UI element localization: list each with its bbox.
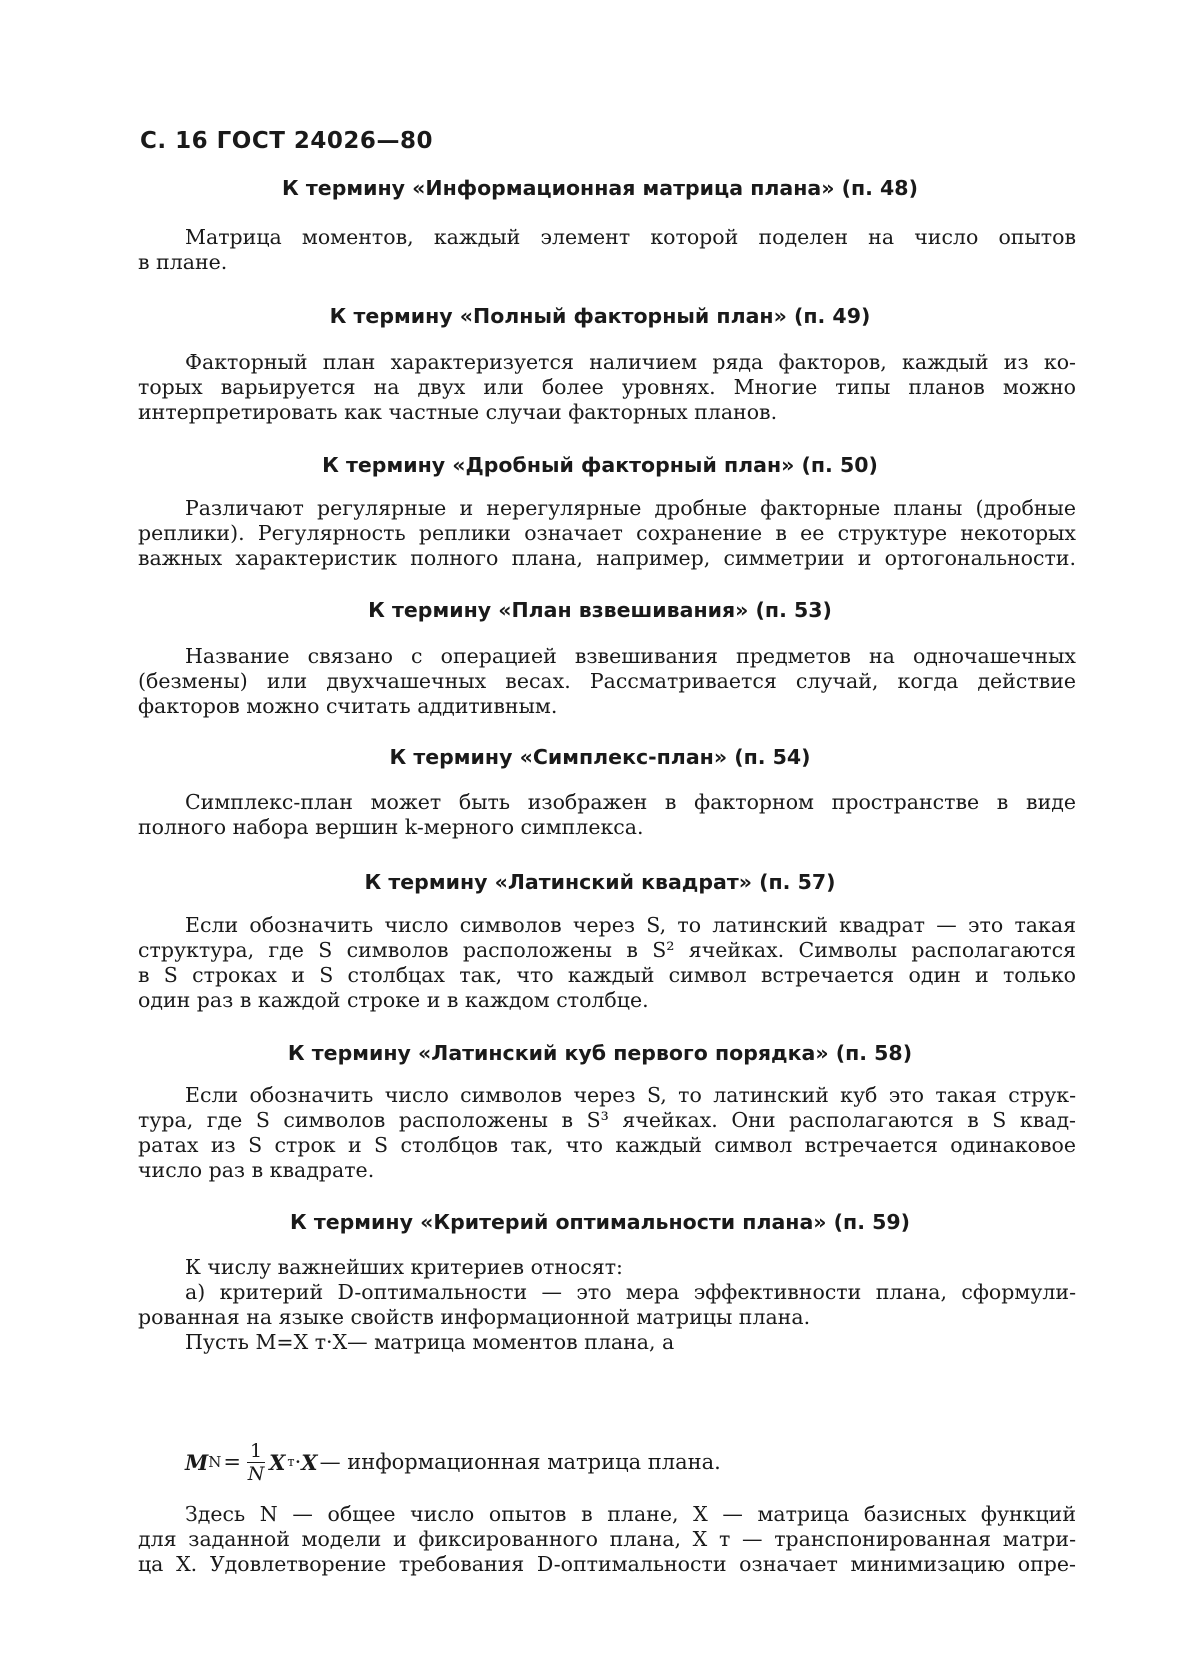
section-paragraph [138, 1255, 1076, 1355]
section-heading: К термину «Критерий оптимальности плана» (п. 59) [289, 1210, 911, 1234]
section-paragraph [138, 225, 1076, 275]
section-paragraph [138, 790, 1076, 840]
paragraph-line: реплики). Регулярность реплики означает сохранение в ее структуре некоторых [138, 521, 1076, 545]
paragraph-line: Если обозначить число символов через S, то латинский куб это такая струк- [185, 1083, 1076, 1107]
paragraph-line: Факторный план характеризуется наличием ряда факторов, каждый из ко- [185, 350, 1076, 374]
page-header: С. 16 ГОСТ 24026—80 [140, 128, 433, 154]
paragraph-line: Пусть M=X т·X— матрица моментов плана, а [185, 1330, 675, 1354]
section-paragraph [138, 1083, 1076, 1183]
section-paragraph [138, 644, 1076, 719]
paragraph-line: ца X. Удовлетворение требования D-оптимальности означает минимизацию опре- [138, 1552, 1076, 1576]
formula-lhs: M [185, 1449, 209, 1475]
paragraph-line: Симплекс-план может быть изображен в факторном пространстве в виде [185, 790, 1076, 814]
paragraph-line: Здесь N — общее число опытов в плане, X — матрица базисных функций [185, 1502, 1076, 1526]
section-heading: К термину «Симплекс-план» (п. 54) [389, 745, 811, 769]
formula-equals: = [223, 1450, 241, 1474]
paragraph-line: а) критерий D-оптимальности — это мера эффективности плана, сформули- [185, 1280, 1076, 1304]
paragraph-line: Название связано с операцией взвешивания предметов на одночашечных [185, 644, 1076, 668]
section-heading: К термину «Информационная матрица плана» (п. 48) [282, 176, 918, 200]
section-paragraph [138, 913, 1076, 1013]
paragraph-line: в плане. [138, 250, 228, 274]
paragraph-line: число раз в квадрате. [138, 1158, 375, 1182]
formula-fraction [247, 1440, 265, 1485]
formula-lhs-subscript: N [208, 1453, 222, 1471]
formula-matrix-x2: X [301, 1449, 318, 1475]
section-paragraph [138, 350, 1076, 425]
fraction-denominator: N [247, 1462, 265, 1485]
fraction-numerator: 1 [247, 1440, 265, 1463]
section-paragraph [138, 496, 1076, 571]
paragraph-line: Различают регулярные и нерегулярные дробные факторные планы (дробные [185, 496, 1076, 520]
paragraph-line: Матрица моментов, каждый элемент которой поделен на число опытов [185, 225, 1076, 249]
section-heading: К термину «План взвешивания» (п. 53) [368, 598, 832, 622]
closing-paragraph [138, 1502, 1076, 1577]
information-matrix-formula [185, 1432, 721, 1492]
section-heading: К термину «Латинский квадрат» (п. 57) [364, 870, 836, 894]
formula-tail: — информационная матрица плана. [319, 1450, 721, 1474]
paragraph-line: один раз в каждой строке и в каждом столбце. [138, 988, 649, 1012]
paragraph-line: важных характеристик полного плана, например, симметрии и ортогональности. [138, 546, 1076, 570]
paragraph-line: Если обозначить число символов через S, то латинский квадрат — это такая [185, 913, 1076, 937]
paragraph-line: в S строках и S столбцах так, что каждый символ встречается один и только [138, 963, 1076, 987]
section-heading: К термину «Полный факторный план» (п. 49) [329, 304, 871, 328]
formula-transpose: т [287, 1454, 295, 1470]
formula-dot: · [294, 1450, 302, 1474]
section-heading: К термину «Латинский куб первого порядка» (п. 58) [287, 1041, 913, 1065]
paragraph-line: структура, где S символов расположены в S² ячейках. Символы располагаются [138, 938, 1076, 962]
paragraph-line: К числу важнейших критериев относят: [185, 1255, 623, 1279]
paragraph-line: (безмены) или двухчашечных весах. Рассматривается случай, когда действие [138, 669, 1076, 693]
paragraph-line: полного набора вершин k-мерного симплекса. [138, 815, 644, 839]
formula-matrix-x: X [269, 1449, 286, 1475]
paragraph-line: торых варьируется на двух или более уровнях. Многие типы планов можно [138, 375, 1076, 399]
paragraph-line: рованная на языке свойств информационной матрицы плана. [138, 1305, 811, 1329]
paragraph-line: для заданной модели и фиксированного плана, X т — транспонированная матри- [138, 1527, 1076, 1551]
paragraph-line: ратах из S строк и S столбцов так, что каждый символ встречается одинаковое [138, 1133, 1076, 1157]
paragraph-line: интерпретировать как частные случаи факторных планов. [138, 400, 778, 424]
paragraph-line: факторов можно считать аддитивным. [138, 694, 558, 718]
section-heading: К термину «Дробный факторный план» (п. 50) [322, 453, 878, 477]
paragraph-line: тура, где S символов расположены в S³ ячейках. Они располагаются в S квад- [138, 1108, 1076, 1132]
